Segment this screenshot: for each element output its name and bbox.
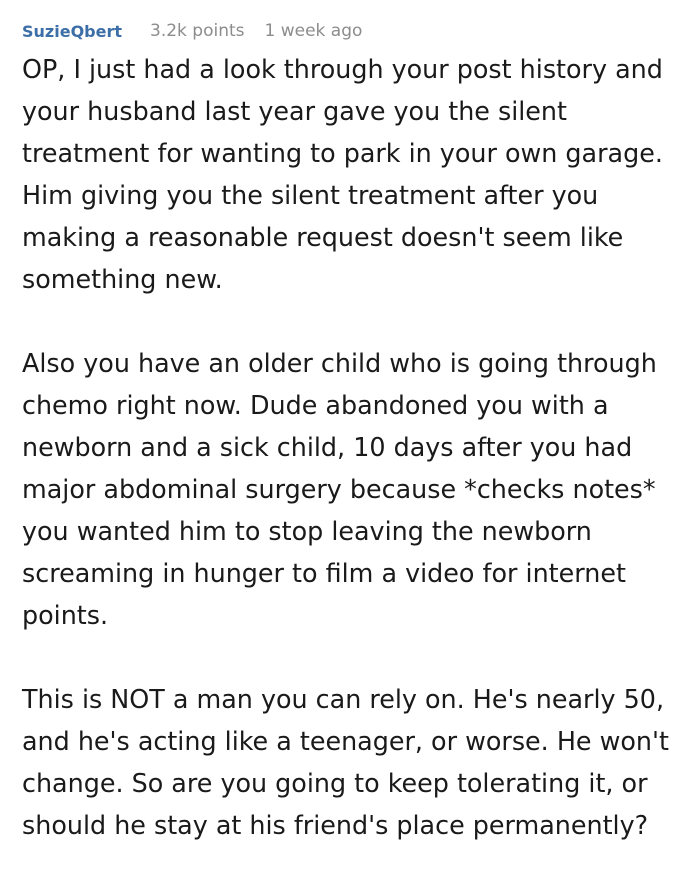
comment-meta <box>22 20 362 42</box>
comment-author[interactable]: SuzieQbert <box>22 21 123 41</box>
comment-points: 3.2k points <box>150 21 245 41</box>
comment-timestamp[interactable]: 1 week ago <box>264 21 363 41</box>
comment-body <box>22 48 687 846</box>
comment-paragraph: This is NOT a man you can rely on. He's nearly 50, and he's acting like a teenager, or worse. He won't change. So are you going to keep tolerating it, or should he stay at his friend's place permanently? <box>22 684 669 840</box>
comment-paragraph: Also you have an older child who is going through chemo right now. Dude abandoned you with a newborn and a sick child, 10 days after you had major abdominal surgery because *checks notes* you wanted him to stop leaving the newborn screaming in hunger to film a video for internet points. <box>22 348 657 630</box>
comment-paragraph: OP, I just had a look through your post history and your husband last year gave you the silent treatment for wanting to park in your own garage. Him giving you the silent treatment after you making a reasonable request doesn't seem like something new. <box>22 54 663 294</box>
